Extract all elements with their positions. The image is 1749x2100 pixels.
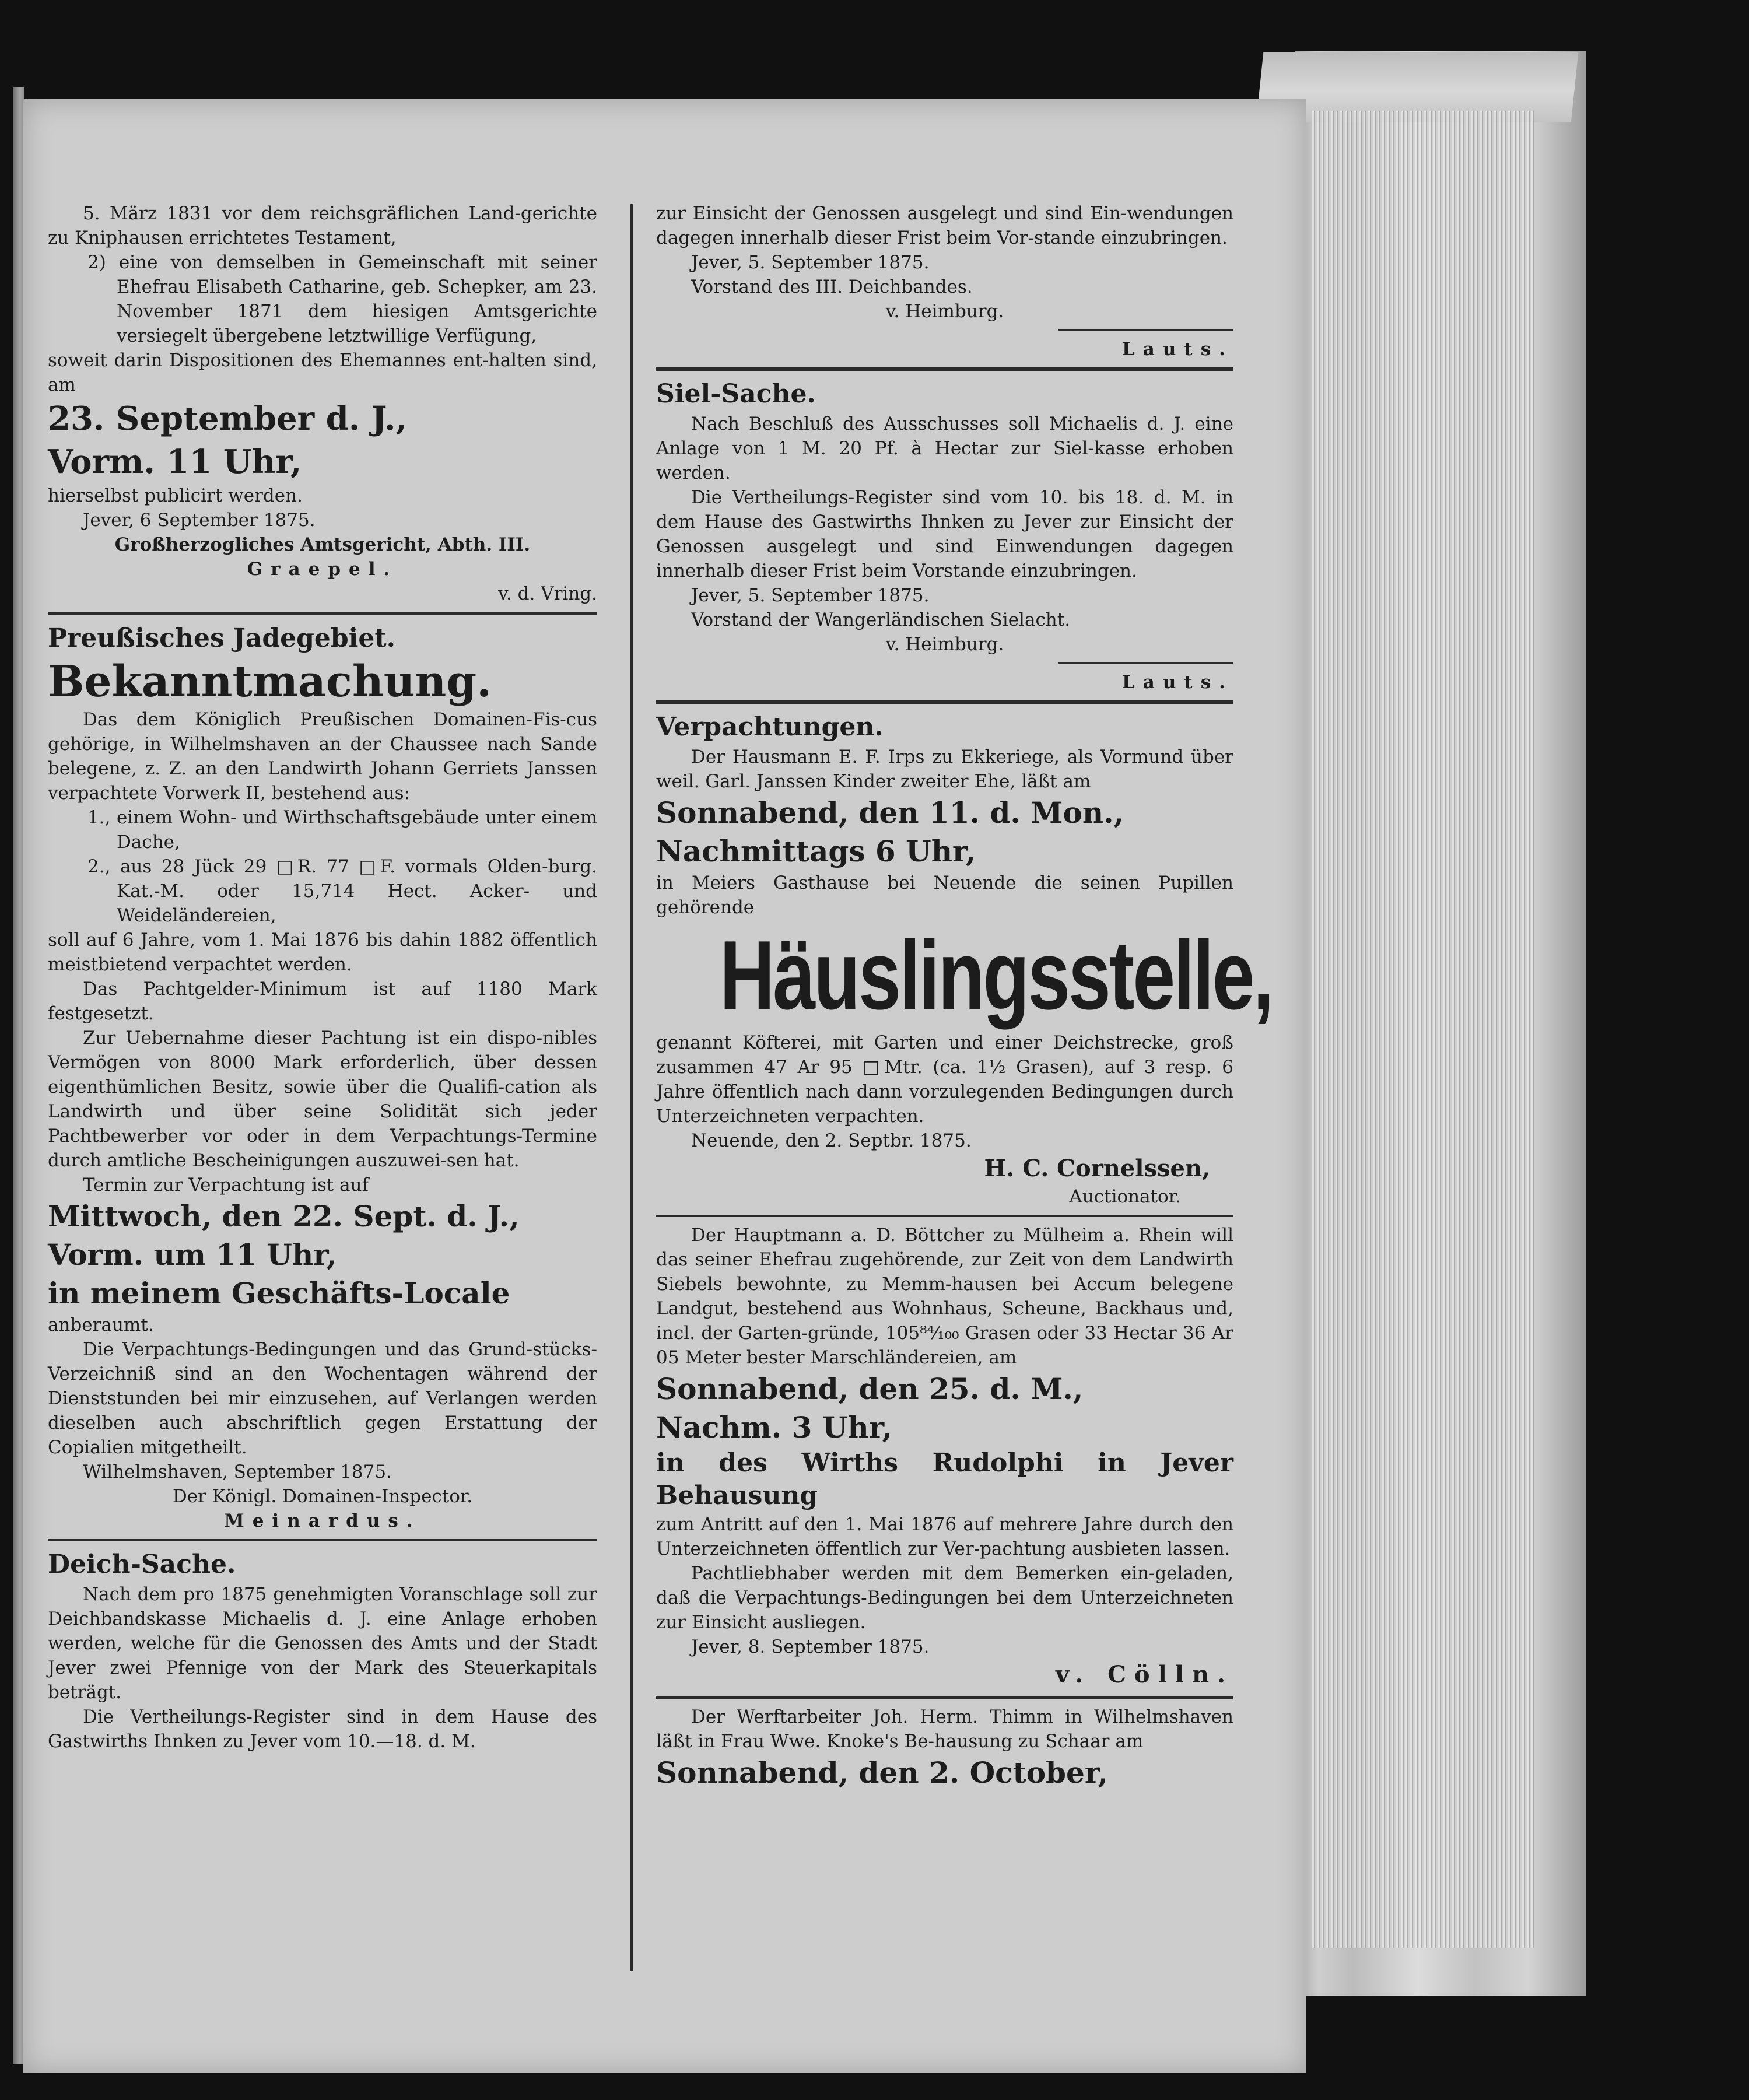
inspector-signature: Meinardus.: [224, 1510, 421, 1531]
landgut-place-date: Jever, 8. September 1875.: [691, 1636, 930, 1657]
minimum-rent-text: Das Pachtgelder-Minimum ist auf 1180 Mark festgesetzt.: [48, 979, 597, 1024]
disposition-text: soweit darin Dispositionen des Ehemannes ent-halten sind, am: [48, 350, 597, 395]
auctioneer-role: Auctionator.: [1069, 1186, 1181, 1207]
section-rule: [48, 612, 597, 615]
auction-time: Vorm. um 11 Uhr,: [48, 1237, 337, 1272]
auction-date: Mittwoch, den 22. Sept. d. J.,: [48, 1199, 520, 1233]
siel-title: Siel-Sache.: [656, 379, 816, 409]
section-header: Preußisches Jadegebiet.: [48, 623, 395, 653]
signature-rule: [1058, 329, 1233, 331]
landgut-place: in des Wirths Rudolphi in Jever Behausung: [656, 1448, 1233, 1510]
landgut-invite-text: Pachtliebhaber werden mit dem Bemerken ein-geladen, daß die Verpachtungs-Bedingungen bei dem Unterzeichneten zur Einsicht ausliegen.: [656, 1563, 1233, 1633]
judge-signature: Graepel.: [247, 559, 398, 580]
disposition-item-2: 2) eine von demselben in Gemeinschaft mit seiner Ehefrau Elisabeth Catharine, geb. Schepker, am 23. November 1871 dem hiesigen Amtsgerichte versiegelt übergebene letztwillige Verfügung,: [87, 252, 597, 346]
conditions-text: Die Verpachtungs-Bedingungen und das Grund-stücks-Verzeichniß sind an den Wochentagen während der Dienststunden bei mir einzusehen, auf Verlangen werden dieselben auch abschriftlich gegen Erstattung der Copialien mitgetheilt.: [48, 1339, 597, 1458]
verpachtung-time: Nachmittags 6 Uhr,: [656, 834, 976, 868]
left-column: [48, 201, 597, 1754]
siel-clerk: Lauts.: [1122, 672, 1233, 693]
signature-rule: [1058, 662, 1233, 664]
announcement-title: Bekanntmachung.: [48, 657, 492, 707]
property-description: genannt Köfterei, mit Garten und einer Deichstrecke, groß zusammen 47 Ar 95 □Mtr. (ca. 1½ Grasen), auf 3 resp. 6 Jahre öffentlich nach dann vorzulegenden Bedingungen durch Unterzeichneten verpachten.: [656, 1032, 1233, 1127]
section-rule: [656, 1696, 1233, 1699]
verpachtung-date: Sonnabend, den 11. d. Mon.,: [656, 795, 1124, 830]
property-item-2: 2., aus 28 Jück 29 □R. 77 □F. vormals Olden-burg. Kat.-M. oder 15,714 Hect. Acker- und Weideländereien,: [87, 856, 597, 926]
announcement-place-date: Wilhelmshaven, September 1875.: [83, 1461, 392, 1482]
deich-clerk: Lauts.: [1122, 339, 1233, 360]
deich-text: Nach dem pro 1875 genehmigten Voranschlage soll zur Deichbandskasse Michaelis d. J. eine Anlage erhoben werden, welche für die Genossen des Amts und der Stadt Jever zwei Pfennige von der Mark des Steuerkapitals beträgt.: [48, 1584, 597, 1703]
deich-continued-text: zur Einsicht der Genossen ausgelegt und sind Ein-wendungen dagegen innerhalb dieser Frist beim Vor-stande einzubringen.: [656, 203, 1233, 248]
deich-place-date: Jever, 5. September 1875.: [691, 252, 930, 273]
section-rule: [656, 1215, 1233, 1217]
column-divider: [630, 204, 633, 1971]
landgut-time: Nachm. 3 Uhr,: [656, 1410, 892, 1445]
landgut-signature: v. Cölln.: [1056, 1661, 1233, 1688]
siel-register-text: Die Vertheilungs-Register sind vom 10. bis 18. d. M. in dem Hause des Gastwirths Ihnken zu Jever zur Einsicht der Genossen ausgelegt und sind Einwendungen dagegen innerhalb dieser Frist beim Vorstande einzubringen.: [656, 487, 1233, 581]
left-page-sliver: [13, 87, 24, 2064]
court-place-date: Jever, 6 September 1875.: [83, 510, 316, 531]
verpachtung-place-date: Neuende, den 2. Septbr. 1875.: [691, 1130, 972, 1151]
landgut-text: Der Hauptmann a. D. Böttcher zu Mülheim a. Rhein will das seiner Ehefrau zugehörende, zur Zeit von dem Landwirth Siebels bewohnte, zu Memm-hausen bei Accum belegene Landgut, bestehend aus Wohnhaus, Scheune, Backhaus und, incl. der Garten-gründe, 105⁸⁴⁄₁₀₀ Grasen oder 33 Hectar 36 Ar 05 Meter bester Marschländereien, am: [656, 1225, 1233, 1368]
clerk-signature: v. d. Vring.: [498, 583, 597, 604]
deich-board: Vorstand des III. Deichbandes.: [691, 276, 973, 297]
testament-text: 5. März 1831 vor dem reichsgräflichen Land-gerichte zu Kniphausen errichtetes Testament,: [48, 203, 597, 248]
publication-time: Vorm. 11 Uhr,: [48, 443, 302, 481]
auction-intro: Termin zur Verpachtung ist auf: [83, 1175, 369, 1196]
lease-term-text: soll auf 6 Jahre, vom 1. Mai 1876 bis dahin 1882 öffentlich meistbietend verpachtet werden.: [48, 930, 597, 975]
page-edges: [1312, 111, 1534, 1948]
publication-text: hierselbst publicirt werden.: [48, 485, 303, 506]
property-headline: Häuslingsstelle,: [719, 920, 1273, 1030]
werft-date: Sonnabend, den 2. October,: [656, 1755, 1108, 1790]
werft-text: Der Werftarbeiter Joh. Herm. Thimm in Wilhelmshaven läßt in Frau Wwe. Knoke's Be-hausung zu Schaar am: [656, 1706, 1233, 1752]
deich-register-text: Die Vertheilungs-Register sind in dem Hause des Gastwirths Ihnken zu Jever vom 10.—18. d. M.: [48, 1706, 597, 1752]
requirements-text: Zur Uebernahme dieser Pachtung ist ein dispo-nibles Vermögen von 8000 Mark erforderlich, über dessen eigenthümlichen Besitz, sowie über die Qualifi-cation als Landwirth und über seine Solidität sich jeder Pachtbewerber vor oder in dem Verpachtungs-Termine durch amtliche Bescheinigungen auszuwei-sen hat.: [48, 1028, 597, 1171]
publication-date: 23. September d. J.,: [48, 399, 407, 438]
scheduled-text: anberaumt.: [48, 1314, 154, 1335]
verpachtungen-title: Verpachtungen.: [656, 712, 884, 742]
siel-place-date: Jever, 5. September 1875.: [691, 585, 930, 606]
verpachtung-place: in Meiers Gasthause bei Neuende die seinen Pupillen gehörende: [656, 872, 1233, 918]
auction-place: in meinem Geschäfts-Locale: [48, 1276, 510, 1310]
auctioneer-name: H. C. Cornelssen,: [984, 1155, 1210, 1182]
siel-text: Nach Beschluß des Ausschusses soll Michaelis d. J. eine Anlage von 1 M. 20 Pf. à Hectar zur Siel-kasse erhoben werden.: [656, 413, 1233, 483]
siel-signature: v. Heimburg.: [885, 634, 1004, 655]
deich-title: Deich-Sache.: [48, 1549, 236, 1579]
siel-board: Vorstand der Wangerländischen Sielacht.: [691, 609, 1071, 630]
landgut-lease-text: zum Antritt auf den 1. Mai 1876 auf mehrere Jahre durch den Unterzeichneten öffentlich zur Ver-pachtung ausbieten lassen.: [656, 1514, 1233, 1559]
section-rule: [656, 367, 1233, 371]
verpachtung-intro: Der Hausmann E. F. Irps zu Ekkeriege, als Vormund über weil. Garl. Janssen Kinder zweiter Ehe, läßt am: [656, 746, 1233, 792]
inspector-office: Der Königl. Domainen-Inspector.: [172, 1486, 473, 1507]
court-name: Großherzogliches Amtsgericht, Abth. III.: [114, 534, 531, 555]
announcement-text: Das dem Königlich Preußischen Domainen-Fis-cus gehörige, in Wilhelmshaven an der Chaussee nach Sande belegene, z. Z. an den Landwirth Johann Gerriets Janssen verpachtete Vorwerk II, bestehend aus:: [48, 709, 597, 804]
section-rule: [48, 1539, 597, 1541]
property-item-1: 1., einem Wohn- und Wirthschaftsgebäude unter einem Dache,: [87, 807, 597, 853]
landgut-date: Sonnabend, den 25. d. M.,: [656, 1372, 1084, 1406]
right-column: [656, 201, 1273, 1792]
deich-signature: v. Heimburg.: [885, 301, 1004, 322]
section-rule: [656, 700, 1233, 704]
